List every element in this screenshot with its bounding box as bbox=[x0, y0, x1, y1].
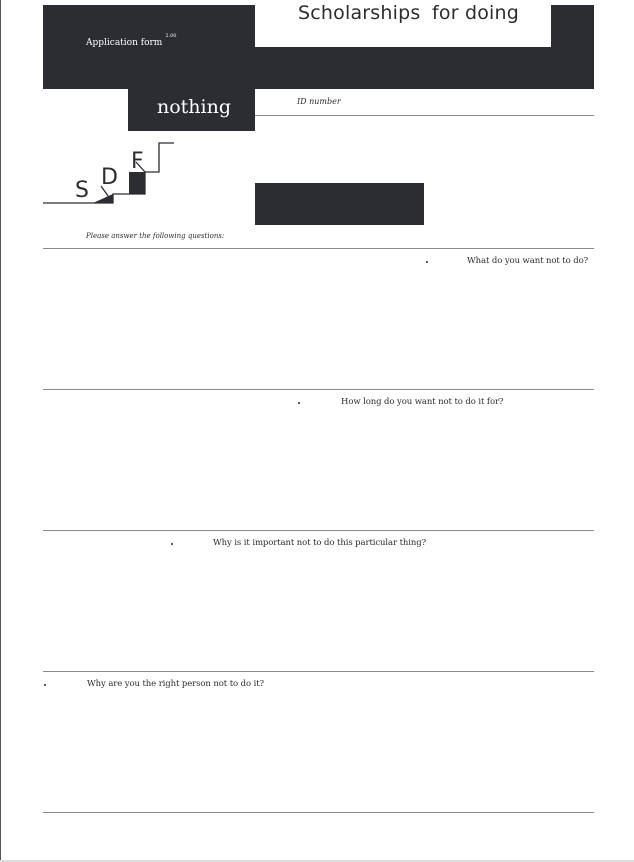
id-number-box[interactable] bbox=[255, 183, 424, 225]
answer-area-4[interactable] bbox=[43, 693, 594, 808]
id-rule bbox=[255, 115, 594, 116]
section-rule-5 bbox=[43, 812, 594, 813]
answer-area-3[interactable] bbox=[43, 552, 594, 667]
section-rule-2 bbox=[43, 389, 594, 390]
section-rule-1 bbox=[43, 248, 594, 249]
bullet-icon bbox=[298, 402, 300, 404]
bullet-icon bbox=[44, 684, 46, 686]
logo-letter-s: S bbox=[75, 178, 89, 203]
question-3: Why is it important not to do this particular thing? bbox=[213, 538, 427, 548]
question-4: Why are you the right person not to do it? bbox=[87, 679, 264, 689]
title-for-doing: for doing bbox=[432, 2, 520, 24]
logo-letter-d: D bbox=[101, 165, 118, 190]
title-scholarships: Scholarships bbox=[298, 2, 421, 24]
logo-letter-f: F bbox=[131, 149, 144, 174]
answer-area-1[interactable] bbox=[43, 270, 594, 385]
question-1: What do you want not to do? bbox=[467, 256, 589, 266]
application-form-label: Application form$^{2.00}$ bbox=[86, 33, 177, 48]
instructions-text: Please answer the following questions: bbox=[86, 232, 225, 240]
bullet-icon bbox=[171, 543, 173, 545]
section-rule-3 bbox=[43, 530, 594, 531]
bullet-icon bbox=[426, 261, 428, 263]
answer-area-2[interactable] bbox=[43, 411, 594, 526]
id-number-label: ID number bbox=[297, 97, 341, 106]
sdf-logo-icon bbox=[43, 142, 175, 206]
header-block-right bbox=[551, 5, 594, 47]
section-rule-4 bbox=[43, 671, 594, 672]
header-block-bottom bbox=[255, 47, 594, 89]
question-2: How long do you want not to do it for? bbox=[341, 397, 504, 407]
page-left-edge bbox=[0, 0, 1, 862]
title-nothing: nothing bbox=[157, 96, 232, 118]
